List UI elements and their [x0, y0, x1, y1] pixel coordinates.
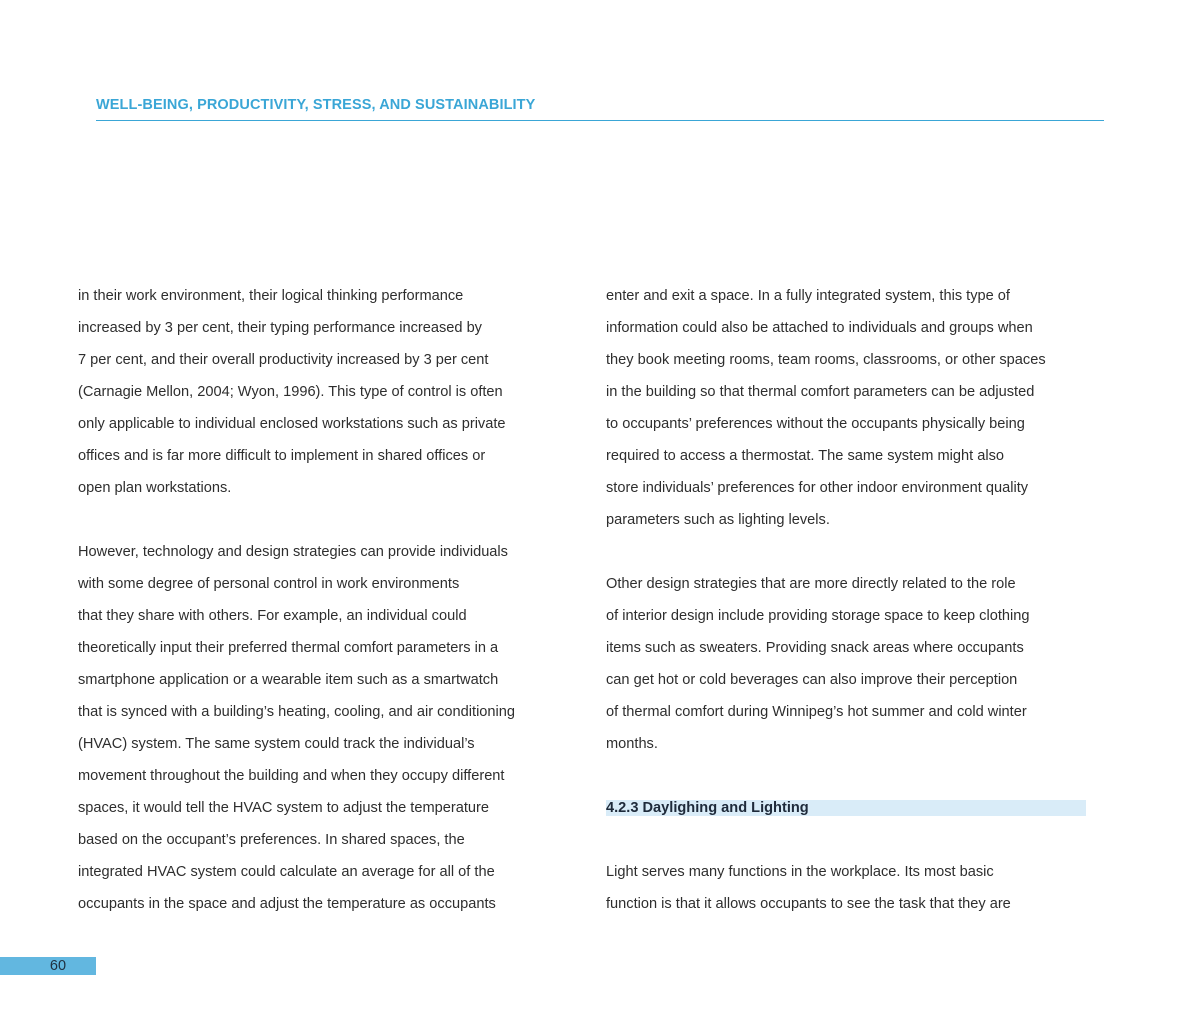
- left-paragraph-1: [78, 280, 578, 504]
- text-line: occupants in the space and adjust the temperature as occupants: [78, 896, 496, 912]
- text-line: movement throughout the building and when they occupy different: [78, 768, 505, 784]
- paragraph-gap: [606, 536, 1106, 568]
- text-line: of interior design include providing storage space to keep clothing: [606, 608, 1030, 624]
- text-line: offices and is far more difficult to implement in shared offices or: [78, 448, 486, 464]
- text-line: (Carnagie Mellon, 2004; Wyon, 1996). This type of control is often: [78, 384, 503, 400]
- text-line: information could also be attached to individuals and groups when: [606, 320, 1033, 336]
- text-line: smartphone application or a wearable item such as a smartwatch: [78, 672, 499, 688]
- text-line: parameters such as lighting levels.: [606, 512, 830, 528]
- text-line: theoretically input their preferred thermal comfort parameters in a: [78, 640, 499, 656]
- right-paragraph-1: [606, 280, 1106, 536]
- text-line: However, technology and design strategies can provide individuals: [78, 544, 508, 560]
- text-line: spaces, it would tell the HVAC system to adjust the temperature: [78, 800, 489, 816]
- text-line: can get hot or cold beverages can also improve their perception: [606, 672, 1018, 688]
- text-line: of thermal comfort during Winnipeg’s hot summer and cold winter: [606, 704, 1027, 720]
- text-line: to occupants’ preferences without the occupants physically being: [606, 416, 1025, 432]
- paragraph-gap: [606, 760, 1106, 792]
- text-line: (HVAC) system. The same system could track the individual’s: [78, 736, 475, 752]
- left-column: [78, 280, 578, 920]
- page-number: 60: [49, 958, 67, 974]
- text-line: increased by 3 per cent, their typing performance increased by: [78, 320, 482, 336]
- right-paragraph-3: [606, 856, 1106, 920]
- text-line: they book meeting rooms, team rooms, classrooms, or other spaces: [606, 352, 1046, 368]
- section-subheading: 4.2.3 Daylighing and Lighting: [606, 800, 1086, 816]
- running-header-title: WELL-BEING, PRODUCTIVITY, STRESS, AND SUSTAINABILITY: [96, 97, 536, 113]
- page-number-bar: [0, 957, 96, 975]
- text-line: in their work environment, their logical thinking performance: [78, 288, 464, 304]
- text-line: function is that it allows occupants to see the task that they are: [606, 896, 1011, 912]
- running-header: [96, 96, 1104, 121]
- text-line: with some degree of personal control in work environments: [78, 576, 460, 592]
- text-line: enter and exit a space. In a fully integrated system, this type of: [606, 288, 1010, 304]
- text-line: Other design strategies that are more directly related to the role: [606, 576, 1016, 592]
- text-line: that they share with others. For example, an individual could: [78, 608, 467, 624]
- text-line: in the building so that thermal comfort parameters can be adjusted: [606, 384, 1035, 400]
- paragraph-gap: [78, 504, 578, 536]
- text-line: only applicable to individual enclosed workstations such as private: [78, 416, 506, 432]
- text-line: Light serves many functions in the workplace. Its most basic: [606, 864, 994, 880]
- text-line: store individuals’ preferences for other indoor environment quality: [606, 480, 1029, 496]
- text-line: items such as sweaters. Providing snack areas where occupants: [606, 640, 1024, 656]
- text-line: based on the occupant’s preferences. In shared spaces, the: [78, 832, 465, 848]
- right-column: [606, 280, 1106, 920]
- left-paragraph-2: [78, 536, 578, 920]
- text-line: that is synced with a building’s heating, cooling, and air conditioning: [78, 704, 516, 720]
- text-line: integrated HVAC system could calculate an average for all of the: [78, 864, 495, 880]
- text-line: open plan workstations.: [78, 480, 232, 496]
- text-line: months.: [606, 736, 658, 752]
- right-paragraph-2: [606, 568, 1106, 760]
- text-line: 7 per cent, and their overall productivity increased by 3 per cent: [78, 352, 489, 368]
- text-line: required to access a thermostat. The same system might also: [606, 448, 1004, 464]
